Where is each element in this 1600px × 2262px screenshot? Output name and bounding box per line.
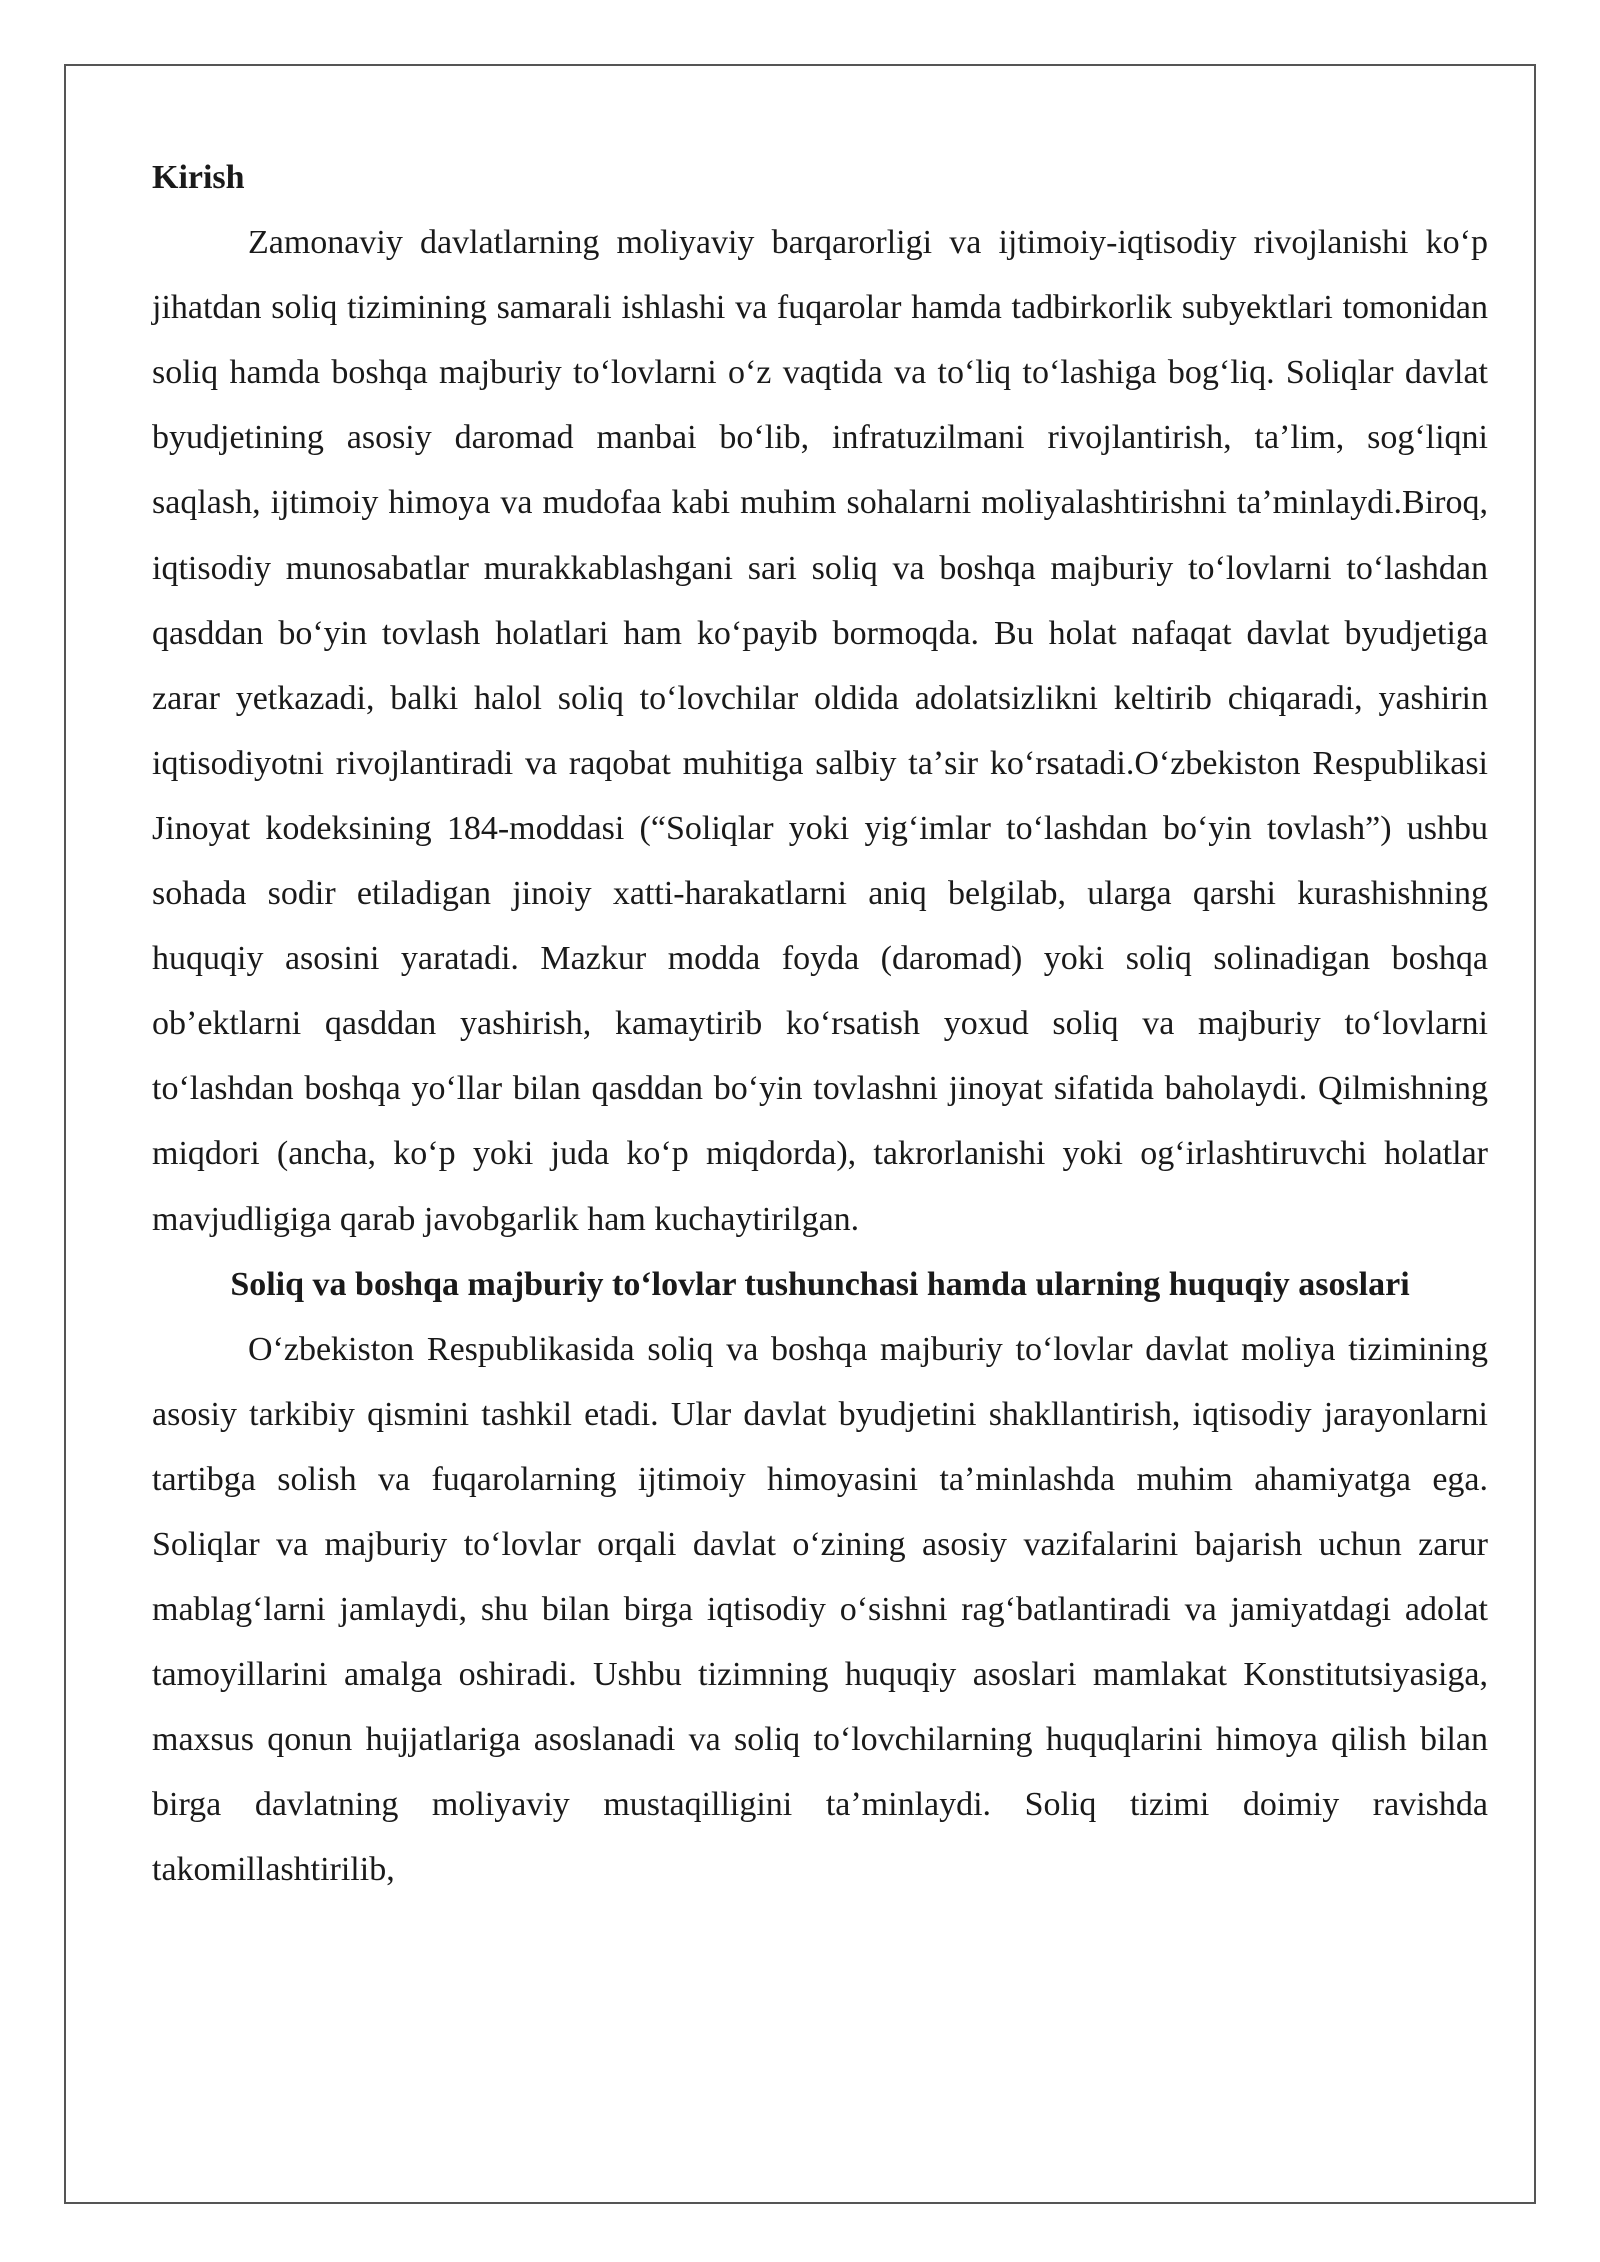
intro-paragraph: Zamonaviy davlatlarning moliyaviy barqarorligi va ijtimoiy-iqtisodiy rivojlanishi koʻp jihatdan soliq tizimining samarali ishlashi va fuqarolar hamda tadbirkorlik subyektlari tomonidan soliq hamda boshqa majburiy toʻlovlarni oʻz vaqtida va toʻliq toʻlashiga bogʻliq. Soliqlar davlat byudjetining asosiy daromad manbai boʻlib, infratuzilmani rivojlantirish, taʼlim, sogʻliqni saqlash, ijtimoiy himoya va mudofaa kabi muhim sohalarni moliyalashtirishni taʼminlaydi.Biroq, iqtisodiy munosabatlar murakkablashgani sari soliq va boshqa majburiy toʻlovlarni toʻlashdan qasddan boʻyin tovlash holatlari ham koʻpayib bormoqda. Bu holat nafaqat davlat byudjetiga zarar yetkazadi, balki halol soliq toʻlovchilar oldida adolatsizlikni keltirib chiqaradi, yashirin iqtisodiyotni rivojlantiradi va raqobat muhitiga salbiy taʼsir koʻrsatadi.Oʻzbekiston Respublikasi Jinoyat kodeksining 184-moddasi (“Soliqlar yoki yigʻimlar toʻlashdan boʻyin tovlash”) ushbu sohada sodir etiladigan jinoiy xatti-harakatlarni aniq belgilab, ularga qarshi kurashishning huquqiy asosini yaratadi. Mazkur modda foyda (daromad) yoki soliq solinadigan boshqa obʼektlarni qasddan yashirish, kamaytirib koʻrsatish yoxud soliq va majburiy toʻlovlarni toʻlashdan boshqa yoʻllar bilan qasddan boʻyin tovlashni jinoyat sifatida baholaydi. Qilmishning miqdori (ancha, koʻp yoki juda koʻp miqdorda), takrorlanishi yoki ogʻirlashtiruvchi holatlar mavjudligiga qarab javobgarlik ham kuchaytirilgan. [152, 224, 1488, 1238]
section-heading: Soliq va boshqa majburiy toʻlovlar tushunchasi hamda ularning huquqiy asoslari [230, 1265, 1410, 1303]
section-paragraph: Oʻzbekiston Respublikasida soliq va boshqa majburiy toʻlovlar davlat moliya tizimining asosiy tarkibiy qismini tashkil etadi. Ular davlat byudjetini shakllantirish, iqtisodiy jarayonlarni tartibga solish va fuqarolarning ijtimoiy himoyasini taʼminlashda muhim ahamiyatga ega. Soliqlar va majburiy toʻlovlar orqali davlat oʻzining asosiy vazifalarini bajarish uchun zarur mablagʻlarni jamlaydi, shu bilan birga iqtisodiy oʻsishni ragʻbatlantiradi va jamiyatdagi adolat tamoyillarini amalga oshiradi. Ushbu tizimning huquqiy asoslari mamlakat Konstitutsiyasiga, maxsus qonun hujjatlariga asoslanadi va soliq toʻlovchilarning huquqlarini himoya qilish bilan birga davlatning moliyaviy mustaqilligini taʼminlaydi. Soliq tizimi doimiy ravishda takomillashtirilib, [152, 1330, 1488, 1889]
document-body [152, 145, 1488, 1903]
intro-heading: Kirish [152, 159, 245, 196]
